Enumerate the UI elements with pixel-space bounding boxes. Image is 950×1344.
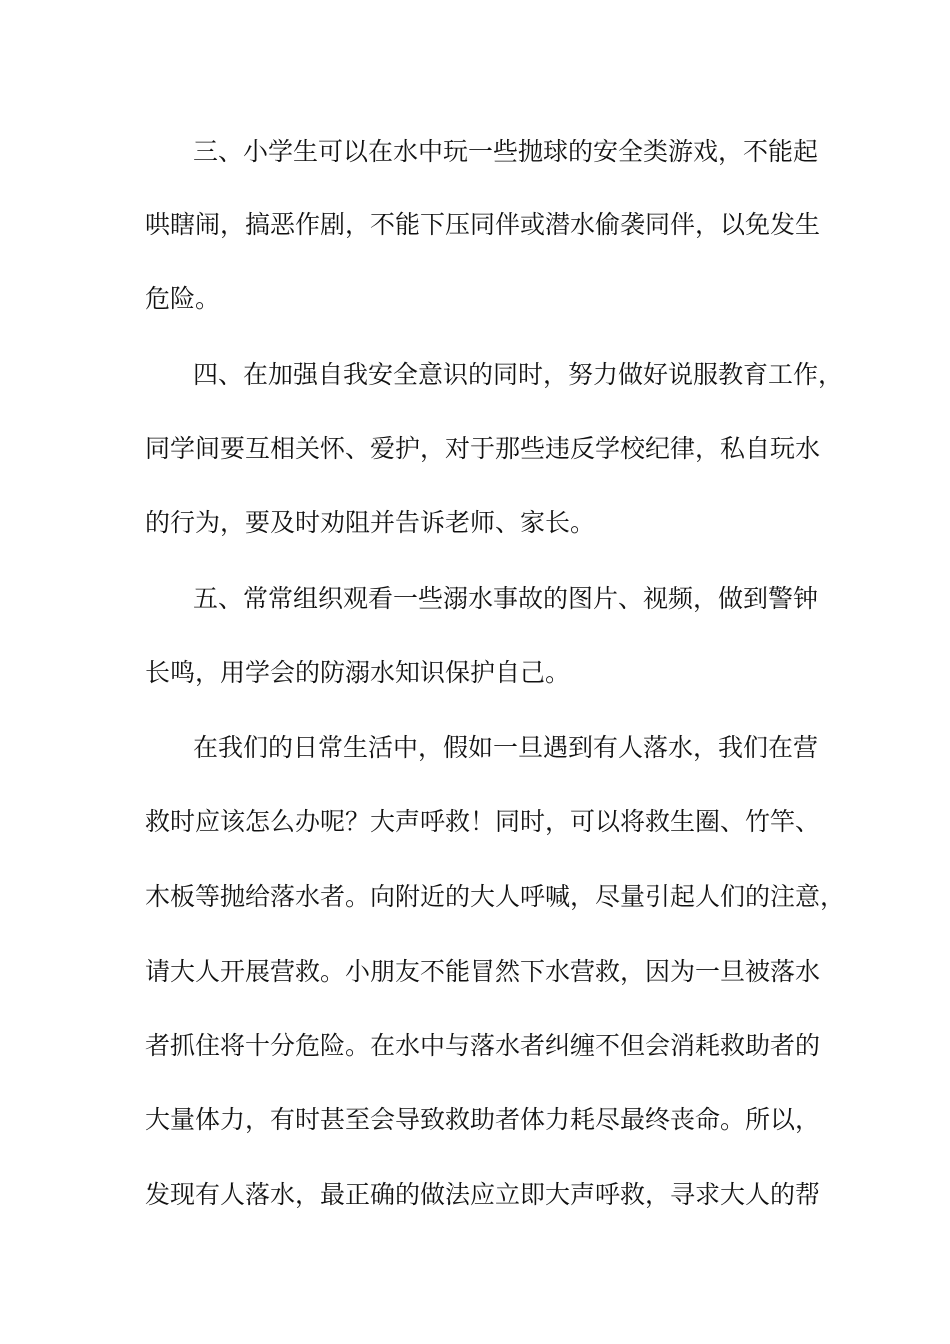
paragraph-6-line-7: 发现有人落水，最正确的做法应立即大声呼救，寻求大人的帮 — [145, 1180, 821, 1209]
paragraph-3-line-3: 危险。 — [145, 284, 221, 313]
paragraph-6-line-6: 大量体力，有时甚至会导致救助者体力耗尽最终丧命。所以， — [145, 1105, 821, 1134]
paragraph-5-line-2: 长鸣，用学会的防溺水知识保护自己。 — [145, 658, 571, 687]
paragraph-3-line-2: 哄瞎闹，搞恶作剧，不能下压同伴或潜水偷袭同伴，以免发生 — [145, 210, 821, 239]
paragraph-6-line-4: 请大人开展营救。小朋友不能冒然下水营救，因为一旦被落水 — [145, 957, 821, 986]
paragraph-6-line-1: 在我们的日常生活中，假如一旦遇到有人落水，我们在营 — [193, 733, 819, 762]
paragraph-6-line-3: 木板等抛给落水者。向附近的大人呼喊，尽量引起人们的注意， — [145, 882, 846, 911]
paragraph-6-line-5: 者抓住将十分危险。在水中与落水者纠缠不但会消耗救助者的 — [145, 1031, 821, 1060]
paragraph-4-line-2: 同学间要互相关怀、爱护，对于那些违反学校纪律，私自玩水 — [145, 434, 821, 463]
paragraph-4-line-1: 四、在加强自我安全意识的同时，努力做好说服教育工作， — [193, 360, 844, 389]
paragraph-4-line-3: 的行为，要及时劝阻并告诉老师、家长。 — [145, 508, 596, 537]
paragraph-6-line-2: 救时应该怎么办呢？大声呼救！同时，可以将救生圈、竹竿、 — [145, 807, 821, 836]
paragraph-5-line-1: 五、常常组织观看一些溺水事故的图片、视频，做到警钟 — [193, 584, 819, 613]
paragraph-3-line-1: 三、小学生可以在水中玩一些抛球的安全类游戏，不能起 — [193, 137, 819, 166]
